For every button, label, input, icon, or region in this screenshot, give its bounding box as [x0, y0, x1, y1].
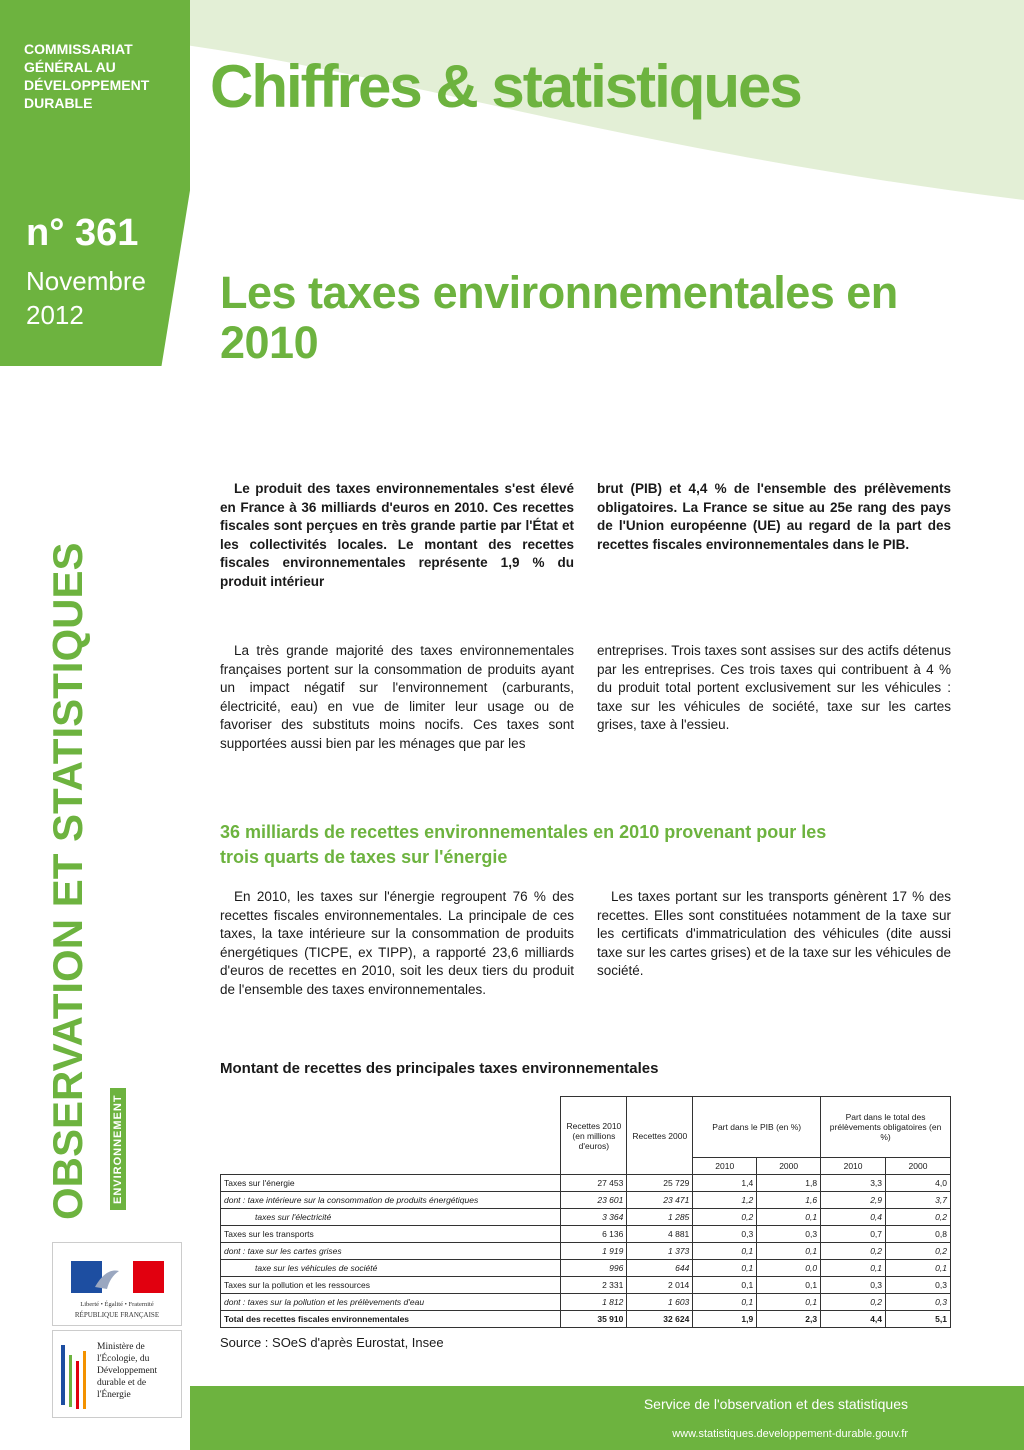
cell-value: 0,7 — [821, 1226, 886, 1243]
table-source: Source : SOeS d'après Eurostat, Insee — [220, 1335, 444, 1350]
footer-url[interactable]: www.statistiques.developpement-durable.gouv.fr — [672, 1428, 908, 1440]
cell-value: 1 373 — [627, 1243, 693, 1260]
cell-value: 1,9 — [693, 1311, 757, 1328]
intro-column-2: brut (PIB) et 4,4 % de l'ensemble des prélèvements obligatoires. La France se situe au 25e rang des pays de l'Union européenne (UE) au regard de la part des recettes fiscales environnementales dans le PIB. — [597, 481, 951, 552]
cell-value: 3 364 — [561, 1209, 627, 1226]
row-label: Taxes sur l'énergie — [221, 1175, 561, 1192]
issue-number: n° 361 — [26, 212, 139, 254]
header-part-po: Part dans le total des prélèvements obligatoires (en %) — [821, 1097, 951, 1158]
table-row — [221, 1311, 951, 1328]
publication-title: Chiffres & statistiques — [210, 53, 801, 120]
footer-service: Service de l'observation et des statistiques — [643, 1396, 908, 1412]
intro-column-1: Le produit des taxes environnementales s'est élevé en France à 36 milliards d'euros en 2010. Ces recettes fiscales sont perçues en très grande partie par l'État et les collectivités locales. Le montant des recettes fiscales environnementales représente 1,9 % du produit intérieur — [220, 481, 574, 589]
rf-motto: Liberté • Égalité • Fraternité — [80, 1301, 154, 1308]
vertical-title: OBSERVATION ET STATISTIQUES — [44, 542, 91, 1220]
header-year: 2010 — [693, 1158, 757, 1175]
cell-value: 644 — [627, 1260, 693, 1277]
cell-value: 23 601 — [561, 1192, 627, 1209]
cell-value: 4,4 — [821, 1311, 886, 1328]
cell-value: 3,7 — [886, 1192, 951, 1209]
header-recettes-2000: Recettes 2000 — [627, 1097, 693, 1175]
footer-bar — [190, 1386, 1024, 1450]
organization-name: COMMISSARIAT GÉNÉRAL AU DÉVELOPPEMENT DURABLE — [24, 41, 150, 111]
cell-value: 0,8 — [886, 1226, 951, 1243]
cell-value: 0,2 — [693, 1209, 757, 1226]
header-year: 2010 — [821, 1158, 886, 1175]
cell-value: 1 285 — [627, 1209, 693, 1226]
cell-value: 0,3 — [886, 1294, 951, 1311]
cell-value: 2 014 — [627, 1277, 693, 1294]
cell-value: 0,3 — [693, 1226, 757, 1243]
header-recettes-2010: Recettes 2010 (en millions d'euros) — [561, 1097, 627, 1175]
rf-name: RÉPUBLIQUE FRANÇAISE — [74, 1311, 160, 1319]
cell-value: 1,6 — [757, 1192, 821, 1209]
cell-value: 0,1 — [757, 1277, 821, 1294]
table-row — [221, 1209, 951, 1226]
cell-value: 0,1 — [693, 1243, 757, 1260]
table-row — [221, 1277, 951, 1294]
row-label: Total des recettes fiscales environnementales — [221, 1311, 561, 1328]
table-row — [221, 1175, 951, 1192]
cell-value: 0,3 — [757, 1226, 821, 1243]
row-label: dont : taxe intérieure sur la consommation de produits énergétiques — [221, 1192, 561, 1209]
cell-value: 2,9 — [821, 1192, 886, 1209]
cell-value: 23 471 — [627, 1192, 693, 1209]
cell-value: 3,3 — [821, 1175, 886, 1192]
ministry-stripes-icon — [53, 1331, 93, 1417]
cell-value: 4 881 — [627, 1226, 693, 1243]
cell-value: 0,1 — [886, 1260, 951, 1277]
cell-value: 0,1 — [757, 1294, 821, 1311]
row-label: dont : taxes sur la pollution et les prélèvements d'eau — [221, 1294, 561, 1311]
table-title: Montant de recettes des principales taxes environnementales — [220, 1060, 659, 1077]
tax-revenue-table — [220, 1096, 951, 1328]
republique-francaise-logo — [52, 1242, 182, 1326]
section-column-1: En 2010, les taxes sur l'énergie regroupent 76 % des recettes fiscales environnementales. La principale de ces taxes, la taxe intérieure sur la consommation de produits énergétiques (TICPE, ex TIPP), a rapporté 23,6 milliards d'euros de recettes en 2010, soit les deux tiers du produit de l'ensemble des taxes environnementales. — [220, 889, 574, 997]
section-title: 36 milliards de recettes environnementales en 2010 provenant pour les trois quarts de taxes sur l'énergie — [220, 822, 827, 867]
cell-value: 0,1 — [757, 1243, 821, 1260]
ministry-name: Ministère de l'Écologie, du Développement durable et de l'Énergie — [97, 1342, 158, 1400]
vertical-subtitle-wrap — [108, 1060, 126, 1210]
cell-value: 0,4 — [821, 1209, 886, 1226]
header-part-pib: Part dans le PIB (en %) — [693, 1097, 821, 1158]
table-row — [221, 1192, 951, 1209]
row-label: taxes sur l'électricité — [221, 1209, 561, 1226]
cell-value: 0,0 — [757, 1260, 821, 1277]
cell-value: 1 812 — [561, 1294, 627, 1311]
table-row — [221, 1226, 951, 1243]
cell-value: 0,2 — [821, 1243, 886, 1260]
cell-value: 0,2 — [821, 1294, 886, 1311]
ministry-logo — [52, 1330, 182, 1418]
row-label: Taxes sur les transports — [221, 1226, 561, 1243]
cell-value: 6 136 — [561, 1226, 627, 1243]
cell-value: 4,0 — [886, 1175, 951, 1192]
table-row — [221, 1294, 951, 1311]
cell-value: 1 603 — [627, 1294, 693, 1311]
cell-value: 1,4 — [693, 1175, 757, 1192]
cell-value: 32 624 — [627, 1311, 693, 1328]
marianne-flag-icon — [53, 1243, 181, 1299]
section-column-2: Les taxes portant sur les transports génèrent 17 % des recettes. Elles sont constituées notamment de la taxe sur les certificats d'immatriculation des véhicules (dite aussi taxe sur les cartes grises) et de la taxe sur les véhicules de société. — [597, 889, 951, 978]
cell-value: 0,1 — [693, 1260, 757, 1277]
header-year: 2000 — [886, 1158, 951, 1175]
page-title: Les taxes environnementales en 2010 — [220, 267, 898, 368]
cell-value: 0,2 — [886, 1209, 951, 1226]
cell-value: 0,1 — [693, 1277, 757, 1294]
cell-value: 1 919 — [561, 1243, 627, 1260]
cell-value: 5,1 — [886, 1311, 951, 1328]
row-label: Taxes sur la pollution et les ressources — [221, 1277, 561, 1294]
paragraph-2-column-1: La très grande majorité des taxes environnementales françaises portent sur la consommation de produits ayant un impact négatif sur l'environnement (carburants, électricité, eau) en vue de limiter leur usage ou de favoriser des substituts moins nocifs. Ces taxes sont supportées aussi bien par les ménages que par les — [220, 643, 574, 751]
cell-value: 2,3 — [757, 1311, 821, 1328]
cell-value: 35 910 — [561, 1311, 627, 1328]
cell-value: 2 331 — [561, 1277, 627, 1294]
cell-value: 1,2 — [693, 1192, 757, 1209]
cell-value: 27 453 — [561, 1175, 627, 1192]
cell-value: 996 — [561, 1260, 627, 1277]
header-year: 2000 — [757, 1158, 821, 1175]
cell-value: 0,1 — [757, 1209, 821, 1226]
cell-value: 0,1 — [821, 1260, 886, 1277]
issue-date: Novembre 2012 — [26, 266, 146, 330]
cell-value: 0,3 — [886, 1277, 951, 1294]
cell-value: 0,1 — [693, 1294, 757, 1311]
paragraph-2-column-2: entreprises. Trois taxes sont assises sur des actifs détenus par les entreprises. Ces trois taxes qui contribuent à 4 % du produit total portent exclusivement sur les véhicules : taxe sur les véhicules de société, taxe sur les cartes grises, taxe à l'essieu. — [597, 643, 951, 732]
cell-value: 1,8 — [757, 1175, 821, 1192]
cell-value: 25 729 — [627, 1175, 693, 1192]
row-label: taxe sur les véhicules de société — [221, 1260, 561, 1277]
row-label: dont : taxe sur les cartes grises — [221, 1243, 561, 1260]
cell-value: 0,3 — [821, 1277, 886, 1294]
vertical-subtitle: ENVIRONNEMENT — [110, 1088, 126, 1210]
table-row — [221, 1260, 951, 1277]
table-row — [221, 1243, 951, 1260]
cell-value: 0,2 — [886, 1243, 951, 1260]
